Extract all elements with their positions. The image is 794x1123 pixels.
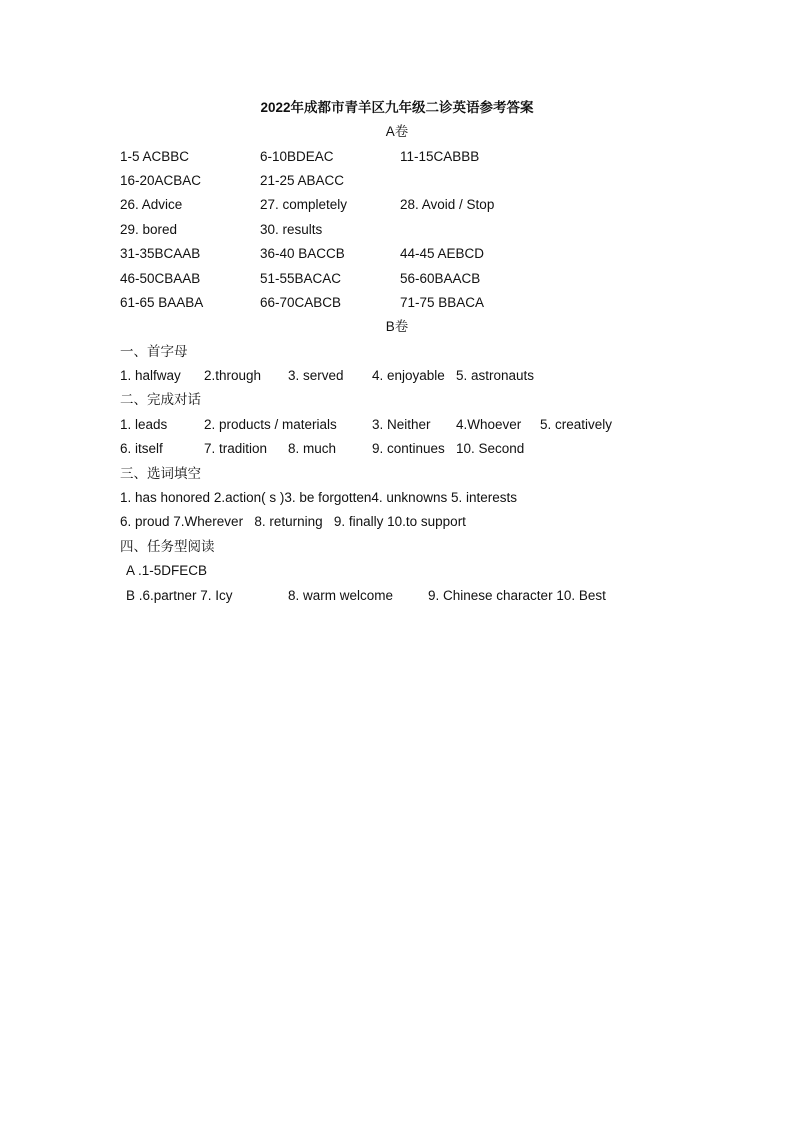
answer-row: [120, 367, 535, 385]
answer-row: [126, 587, 606, 605]
answer-cell: 10. Second: [456, 441, 525, 456]
answer-cell: 1-5 ACBBC: [120, 149, 190, 164]
answer-row: [120, 416, 613, 434]
section-b-heading: B卷: [385, 319, 409, 334]
answer-row: A .1-5DFECB: [126, 563, 208, 578]
answer-cell: 1. leads: [120, 417, 168, 432]
answer-cell: 9. Chinese character 10. Best: [428, 588, 606, 603]
answer-cell: 7. tradition: [204, 441, 268, 456]
answer-cell: 3. Neither: [372, 417, 431, 432]
answer-cell: 5. astronauts: [456, 368, 535, 383]
answer-row: [120, 440, 525, 458]
answer-cell: 51-55BACAC: [260, 271, 342, 286]
answer-cell: 26. Advice: [120, 197, 183, 212]
answer-cell: 66-70CABCB: [260, 295, 342, 310]
answer-cell: 4. enjoyable: [372, 368, 445, 383]
answer-cell: 2.through: [204, 368, 262, 383]
answer-cell: 46-50CBAAB: [120, 271, 201, 286]
answer-row: [120, 221, 323, 239]
answer-row: 1. has honored 2.action( s )3. be forgotten4. unknowns 5. interests: [120, 490, 517, 505]
document-title: 2022年成都市青羊区九年级二诊英语参考答案: [260, 100, 534, 115]
answer-row: 6. proud 7.Wherever 8. returning 9. finally 10.to support: [120, 514, 466, 529]
answer-cell: 5. creatively: [540, 417, 613, 432]
answer-cell: 61-65 BAABA: [120, 295, 204, 310]
answer-cell: 31-35BCAAB: [120, 246, 201, 261]
answer-cell: 11-15CABBB: [400, 149, 480, 164]
answer-row: [120, 172, 345, 190]
answer-cell: 3. served: [288, 368, 344, 383]
answer-cell: 6. itself: [120, 441, 163, 456]
answer-cell: 21-25 ABACC: [260, 173, 345, 188]
answer-row: [120, 245, 485, 263]
part-heading: 三、选词填空: [120, 466, 201, 481]
answer-cell: 44-45 AEBCD: [400, 246, 485, 261]
answer-cell: 36-40 BACCB: [260, 246, 345, 261]
answer-cell: 30. results: [260, 222, 323, 237]
answer-cell: 56-60BAACB: [400, 271, 481, 286]
answer-cell: 8. warm welcome: [288, 588, 394, 603]
part-heading: 一、首字母: [120, 344, 188, 359]
section-a-heading: A卷: [385, 124, 409, 139]
answer-cell: 4.Whoever: [456, 417, 522, 432]
answer-cell: 71-75 BBACA: [400, 295, 485, 310]
answer-cell: 1. halfway: [120, 368, 181, 383]
answer-cell: 28. Avoid / Stop: [400, 197, 495, 212]
answer-cell: B .6.partner 7. Icy: [126, 588, 233, 603]
part-heading: 四、任务型阅读: [120, 539, 215, 554]
answer-cell: 9. continues: [372, 441, 445, 456]
answer-cell: 29. bored: [120, 222, 178, 237]
answer-cell: 2. products / materials: [204, 417, 337, 432]
answer-cell: 27. completely: [260, 197, 348, 212]
answer-row: [120, 294, 485, 312]
part-heading: 二、完成对话: [120, 392, 201, 407]
answer-cell: 6-10BDEAC: [260, 149, 334, 164]
answer-row: [120, 148, 480, 166]
answer-cell: 16-20ACBAC: [120, 173, 202, 188]
answer-row: [120, 196, 495, 214]
answer-cell: 8. much: [288, 441, 337, 456]
answer-row: [120, 270, 481, 288]
